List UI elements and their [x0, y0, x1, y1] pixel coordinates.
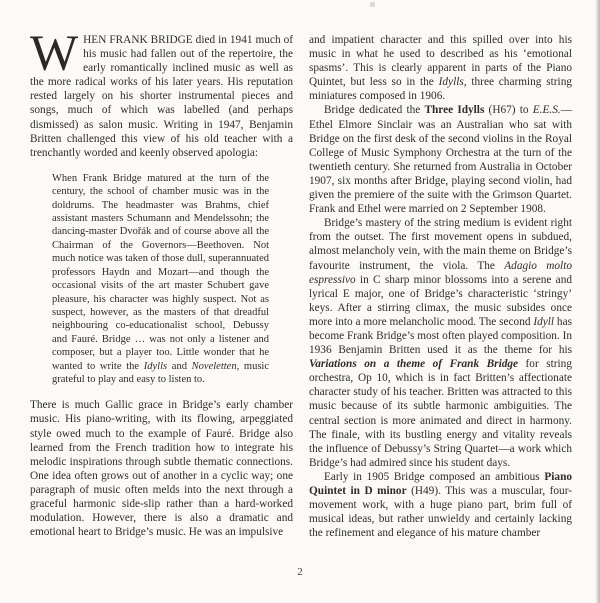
- paragraph-string-mastery: Bridge’s mastery of the string medium is evident right from the outset. The first movement opens in subdued, almost melancholy vein, with the main theme on Bridge’s favourite instrument, the viola. The Adagio molto espressivo in C sharp minor blossoms into a serene and lyrical E major, one of Bridge’s characteristic ‘stringy’ keys. After a stirring climax, the music subsides once more into a more melancholic mood. The second Idyll has become Frank Bridge’s most often played composition. In 1936 Benjamin Britten used it as the theme for his Variations on a theme of Frank Bridge for string orchestra, Op 10, which is in fact Britten’s affectionate character study of his teacher. Britten was attracted to this music because of its subtle harmonic ambiguities. The central section is more animated and direct in harmony. The finale, with its bustling energy and vitality reveals the influence of Debussy’s String Quartet—a work which Bridge’s had admired since his student days.: [309, 217, 572, 469]
- opening-paragraph-text: HEN FRANK BRIDGE died in 1941 much of his music had fallen out of the repertoire, the early romantically inclined music as well as the more radical works of his later years. His reputation rested largely on his shorter instrumental pieces and songs, much of which was labelled (and perhaps dismissed) as salon music. Writing in 1947, Benjamin Britten challenged this view of his old teacher with a trenchantly worded and keenly observed apologia:: [30, 34, 293, 159]
- paragraph-piano-quintet: Early in 1905 Bridge composed an ambitious Piano Quintet in D minor (H49). This was a muscular, four-movement work, with a huge piano part, brim full of musical ideas, but rather unwieldy and certainly lacking the refinement and elegance of his mature chamber: [309, 470, 572, 540]
- blockquote-britten-apologia: When Frank Bridge matured at the turn of the century, the school of chamber music was in the doldrums. The headmaster was Brahms, chief assistant masters Schumann and Mendelssohn; the dancing-master Dvořák and of course above all the Chairman of the Governors—Beethoven. Not much notice was taken of those dull, superannuated professors Haydn and Mozart—and though the occasional visits of the art master Schubert gave pleasure, his character was highly suspect. Not as suspect, however, as the masters of that dreadful neighbouring co-educationalist school, Debussy and Fauré. Bridge … was not only a listener and composer, but a player too. Little wonder that he wanted to write the Idylls and Noveletten, music grateful to play and easy to listen to.: [52, 172, 269, 385]
- paragraph-three-idylls-dedication: Bridge dedicated the Three Idylls (H67) to E.E.S.—Ethel Elmore Sinclair was an Australian who sat with Bridge on the first desk of the second violins in the Royal College of Music Symphony Orchestra at the turn of the twentieth century. She returned from Australia in October 1907, six months after Bridge, playing second violin, had given the premiere of the suite with the Grimson Quartet. Frank and Ethel were married on 2 September 1908.: [309, 104, 572, 216]
- drop-cap: W: [30, 26, 79, 82]
- opening-paragraph: [30, 26, 293, 160]
- paragraph-gallic-grace: There is much Gallic grace in Bridge’s early chamber music. His piano-writing, with its flowing, arpeggiated style owed much to the example of Fauré. Bridge also learned from the French tradition how to integrate his melodic inspirations through subtle thematic connections. One idea often grows out of another in a cyclic way; one paragraph of music often melds into the next through a graceful harmonic side-slip rather than a hard-worked modulation. However, there is also a dramatic and emotional heart to Bridge’s music. He was an impulsive: [30, 399, 293, 539]
- scan-edge-shadow: [595, 0, 600, 603]
- left-column: [30, 26, 293, 540]
- page-number: 2: [297, 566, 303, 578]
- scan-artifact-mark: [370, 2, 375, 7]
- right-column: [309, 33, 572, 540]
- paragraph-continuation: and impatient character and this spilled over into his music in what he used to described as his ‘emotional spasms’. This is clearly apparent in parts of the Piano Quintet, but less so in the Idylls, three charming string miniatures composed in 1906.: [309, 34, 572, 103]
